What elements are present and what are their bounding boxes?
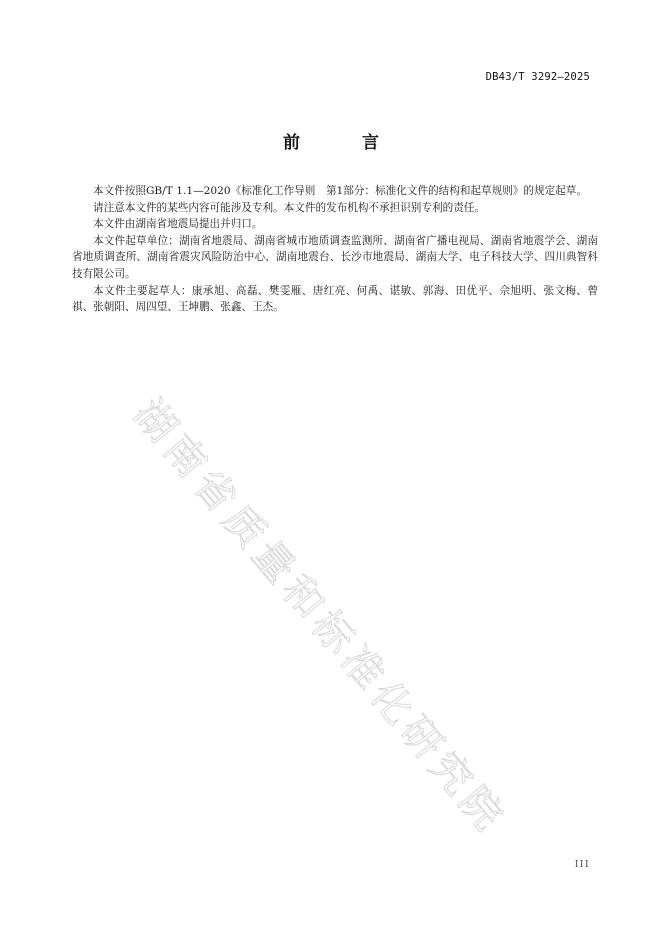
- document-code: DB43/T 3292—2025: [485, 71, 590, 83]
- paragraph-drafting-units: 本文件起草单位：湖南省地震局、湖南省城市地质调查监测所、湖南省广播电视局、湖南省地震学会、湖南省地质调查所、湖南省震灾风险防治中心、湖南地震台、长沙市地震局、湖南大学、电子科技大学、四川典智科技有限公司。: [72, 234, 598, 280]
- page-title: 前 言: [283, 133, 407, 153]
- paragraph-drafting-basis: 本文件按照GB/T 1.1—2020《标准化工作导则 第1部分：标准化文件的结构和起草规则》的规定起草。: [93, 185, 587, 197]
- watermark: 湖南省质量和标准化研究院: [124, 390, 515, 844]
- paragraph-proposer: 本文件由湖南省地震局提出并归口。: [93, 218, 263, 231]
- paragraph-patent-notice: 请注意本文件的某些内容可能涉及专利。本文件的发布机构不承担识别专利的责任。: [93, 201, 485, 214]
- page-number: III: [574, 860, 590, 870]
- paragraph-drafters: 本文件主要起草人：康承旭、高磊、樊雯雁、唐红亮、何禹、谌敏、郭海、田优平、佘旭明、张文梅、曾祺、张朝阳、周四望、王坤鹏、张鑫、王杰。: [72, 284, 598, 314]
- body-text: [72, 183, 598, 316]
